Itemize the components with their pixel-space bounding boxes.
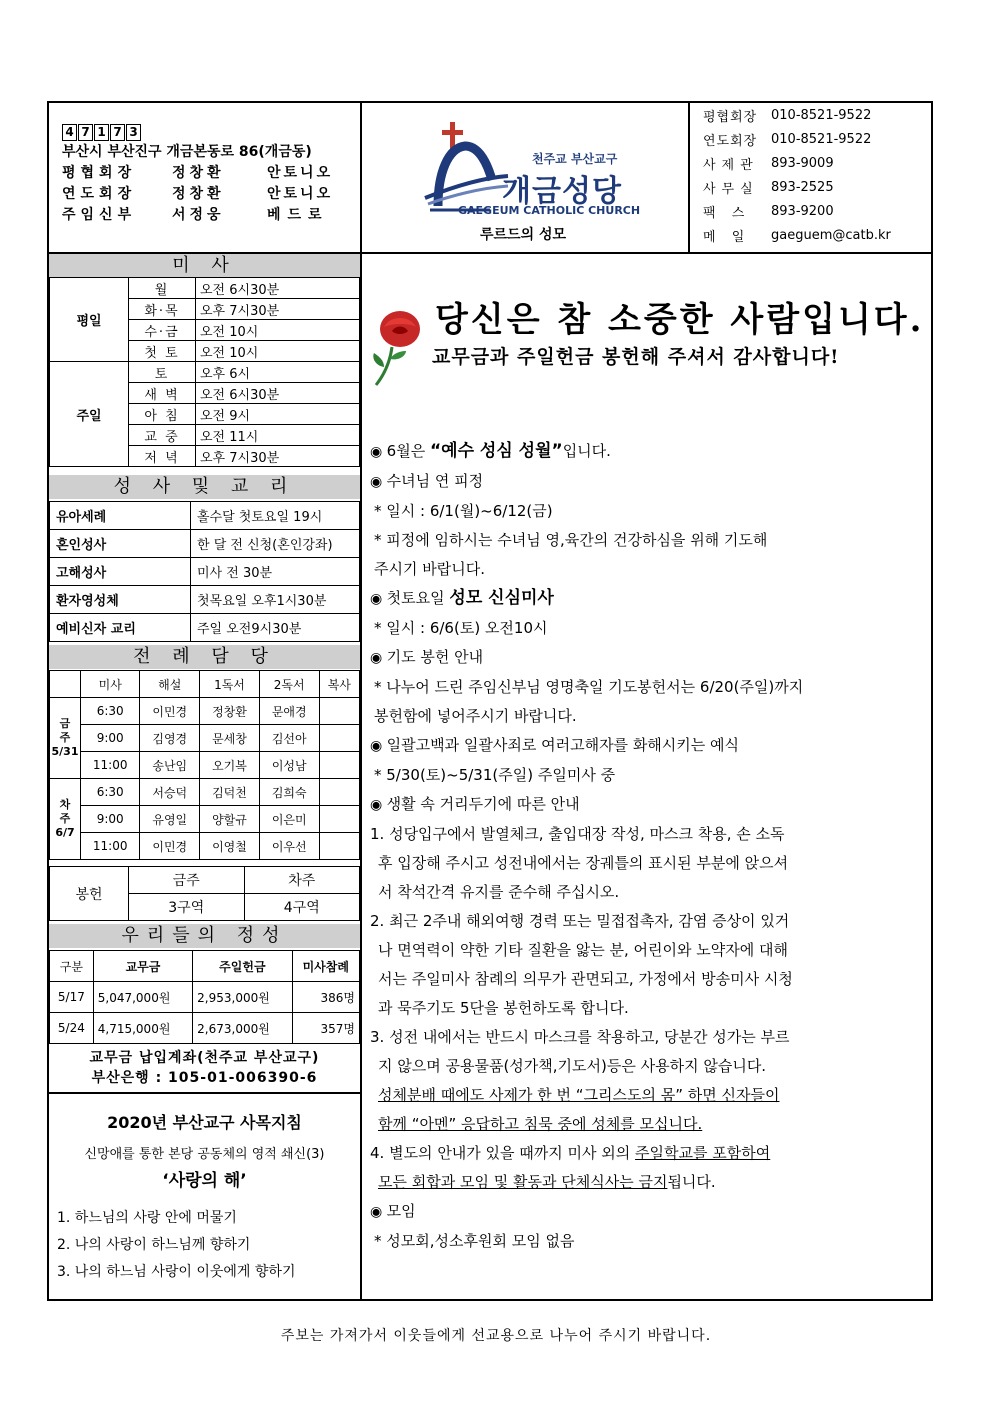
contact-label: 팩 스 xyxy=(703,205,751,221)
column-divider xyxy=(360,101,362,1301)
notice-detail: * 5/30(토)~5/31(주일) 주일미사 중 xyxy=(374,766,616,784)
attendance: 357명 xyxy=(292,1013,359,1044)
sacrament-name: 환자영성체 xyxy=(50,586,191,614)
mass-day: 저 녁 xyxy=(129,446,196,467)
table-row xyxy=(50,558,360,586)
notice-detail: 나 면역력이 약한 기타 질환을 앓는 분, 어린이와 노약자에 대해 xyxy=(378,941,788,959)
officer-baptism: 안토니오 xyxy=(267,186,334,202)
zip-digit: 4 xyxy=(62,124,77,141)
contact-row xyxy=(689,127,931,151)
officer-name: 정창환 xyxy=(172,165,225,181)
contact-value: 893-2525 xyxy=(771,179,834,195)
footer-note: 주보는 가져가서 이웃들에게 선교용으로 나누어 주시기 바랍니다. xyxy=(280,1328,712,1344)
officer-row xyxy=(62,205,352,226)
table-row xyxy=(50,752,360,779)
second-reader: 김선아 xyxy=(259,725,319,752)
contact-row xyxy=(689,151,931,175)
this-week-header: 금주 xyxy=(129,867,245,894)
mass-time: 오전 6시30분 xyxy=(196,278,360,299)
notice-detail: 지 않으며 공용물품(성가책,기도서)등은 사용하지 않습니다. xyxy=(378,1057,767,1075)
sacrament-name: 유아세례 xyxy=(50,502,191,530)
blank-cell xyxy=(50,671,81,698)
zip-digit: 3 xyxy=(126,124,141,141)
sunday-collection: 2,673,000원 xyxy=(193,1013,292,1044)
column-header: 복사 xyxy=(319,671,359,698)
column-header: 미사 xyxy=(81,671,140,698)
contact-row xyxy=(689,175,931,199)
notice-detail: 서 착석간격 유지를 준수해 주십시오. xyxy=(378,883,620,901)
pastoral-guideline xyxy=(49,1110,360,1286)
notice-item: ◉ 생활 속 거리두기에 따른 안내 xyxy=(370,790,926,820)
mass-day: 교 중 xyxy=(129,425,196,446)
guideline-subtitle: 신망애를 통한 본당 공동체의 영적 쇄신(3) xyxy=(84,1147,325,1162)
contact-label: 연도회장 xyxy=(703,133,758,149)
zip-digit: 7 xyxy=(78,124,93,141)
notice-text: 첫토요일 xyxy=(386,589,450,607)
patron-saint: 루르드의 성모 xyxy=(480,227,567,243)
sacrament-name: 예비신자 교리 xyxy=(50,614,191,642)
notice-underline: 주일학교를 포함하여 xyxy=(635,1144,771,1162)
contact-row xyxy=(689,103,931,127)
contact-value: 893-9009 xyxy=(771,155,834,171)
table-row xyxy=(50,698,360,725)
notice-detail: * 일시 : 6/1(월)~6/12(금) xyxy=(374,502,553,520)
table-row xyxy=(50,951,360,982)
notice-emphasis: 성모 신심미사 xyxy=(449,588,554,608)
altar-server xyxy=(319,806,359,833)
offering-table xyxy=(49,866,360,921)
mass-section-title: 미 사 xyxy=(49,254,360,278)
first-reader: 오기복 xyxy=(200,752,260,779)
mass-day: 월 xyxy=(129,278,196,299)
guideline-motto: ‘사랑의 해’ xyxy=(162,1171,247,1191)
mass-time: 11:00 xyxy=(81,833,140,860)
address: 부산시 부산진구 개금본동로 86(개금동) xyxy=(62,144,312,160)
officer-name: 서정웅 xyxy=(172,207,225,223)
church-emblem-icon xyxy=(420,118,510,218)
liturgy-section-title: 전 례 담 당 xyxy=(49,645,360,669)
mass-time: 9:00 xyxy=(81,806,140,833)
notice-detail xyxy=(370,1139,926,1168)
headline: 당신은 참 소중한 사람입니다. xyxy=(435,300,925,340)
liturgy-table xyxy=(49,670,360,860)
notice-detail: * 일시 : 6/6(토) 오전10시 xyxy=(374,619,548,637)
sacraments-section-title: 성 사 및 교 리 xyxy=(49,475,360,499)
table-row xyxy=(50,586,360,614)
tithe-amount: 5,047,000원 xyxy=(93,982,192,1013)
commentator: 서승덕 xyxy=(140,779,200,806)
sacrament-schedule: 한 달 전 신청(혼인강좌) xyxy=(191,530,360,558)
church-english-name: GAEGEUM CATHOLIC CHURCH xyxy=(458,204,641,217)
notice-text: 6월은 xyxy=(386,442,430,460)
donation-date: 5/24 xyxy=(50,1013,94,1044)
contact-row xyxy=(689,199,931,223)
zip-digit: 7 xyxy=(110,124,125,141)
notice-underline: 모든 회합과 모임 및 활동과 단체식사는 금지 xyxy=(378,1173,668,1191)
second-reader: 이성남 xyxy=(259,752,319,779)
church-name: 개금성당 xyxy=(502,174,622,209)
notice-detail: 3. 성전 내에서는 반드시 마스크를 착용하고, 당분간 성가는 부르 xyxy=(370,1028,790,1046)
contact-value: 010-8521-9522 xyxy=(771,131,872,147)
church-logo xyxy=(420,118,660,248)
weekday-label: 평일 xyxy=(50,278,129,362)
sacrament-name: 고해성사 xyxy=(50,558,191,586)
column-header: 해설 xyxy=(140,671,200,698)
mass-time: 오전 6시30분 xyxy=(196,383,360,404)
next-week-header: 차주 xyxy=(244,867,360,894)
officer-role: 연도회장 xyxy=(62,186,137,202)
sunday-collection: 2,953,000원 xyxy=(193,982,292,1013)
column-header: 1독서 xyxy=(200,671,260,698)
altar-server xyxy=(319,779,359,806)
notice-detail: 주시기 바랍니다. xyxy=(374,560,485,578)
officer-role: 평협회장 xyxy=(62,165,137,181)
table-row xyxy=(50,867,360,894)
first-reader: 정창환 xyxy=(200,698,260,725)
notice-detail: 서는 주일미사 참례의 의무가 관면되고, 가정에서 방송미사 시청 xyxy=(378,970,793,988)
contact-value[interactable]: gaeguem@catb.kr xyxy=(771,227,891,243)
mass-time: 오후 6시 xyxy=(196,362,360,383)
altar-server xyxy=(319,725,359,752)
contact-list xyxy=(689,103,931,247)
table-row xyxy=(50,530,360,558)
attendance: 386명 xyxy=(292,982,359,1013)
contact-value: 010-8521-9522 xyxy=(771,107,872,123)
guideline-title: 2020년 부산교구 사목지침 xyxy=(107,1113,302,1132)
sacrament-schedule: 홀수달 첫토요일 19시 xyxy=(191,502,360,530)
mass-time: 6:30 xyxy=(81,698,140,725)
column-header: 2독서 xyxy=(259,671,319,698)
account-number: 부산은행 : 105-01-006390-6 xyxy=(91,1070,318,1086)
guideline-list xyxy=(49,1205,360,1286)
diocese-name: 천주교 부산교구 xyxy=(532,152,618,166)
contact-label: 사제관 xyxy=(703,157,759,173)
table-row xyxy=(50,982,360,1013)
zip-code xyxy=(62,124,352,141)
mass-day: 새 벽 xyxy=(129,383,196,404)
account-title: 교무금 납입계좌(천주교 부산교구) xyxy=(89,1050,320,1066)
altar-server xyxy=(319,752,359,779)
table-row xyxy=(50,725,360,752)
notice-item xyxy=(370,437,926,467)
commentator: 이민경 xyxy=(140,698,200,725)
mass-day: 첫 토 xyxy=(129,341,196,362)
notice-detail xyxy=(370,1168,926,1197)
notice-emphasis: “예수 성심 성월” xyxy=(429,441,563,461)
donations-section-title: 우리들의 정성 xyxy=(49,924,360,948)
notice-detail: * 나누어 드린 주임신부님 영명축일 기도봉헌서는 6/20(주일)까지 xyxy=(374,678,804,696)
mass-time: 오전 10시 xyxy=(196,341,360,362)
officer-baptism: 베드로 xyxy=(267,207,329,223)
mass-day: 토 xyxy=(129,362,196,383)
officer-role: 주임신부 xyxy=(62,207,137,223)
mass-time: 오후 7시30분 xyxy=(196,446,360,467)
commentator: 송난임 xyxy=(140,752,200,779)
second-reader: 이은미 xyxy=(259,806,319,833)
first-reader: 양할규 xyxy=(200,806,260,833)
notice-detail: * 피정에 임하시는 수녀님 영,육간의 건강하심을 위해 기도해 xyxy=(374,531,768,549)
this-week-district: 3구역 xyxy=(129,894,245,921)
notice-text: 됩니다. xyxy=(667,1173,716,1191)
table-row xyxy=(50,1013,360,1044)
commentator: 김영경 xyxy=(140,725,200,752)
next-week-district: 4구역 xyxy=(244,894,360,921)
rose-icon xyxy=(370,307,428,387)
mass-time: 11:00 xyxy=(81,752,140,779)
table-row xyxy=(50,671,360,698)
mass-time: 오전 9시 xyxy=(196,404,360,425)
officer-row xyxy=(62,184,352,205)
notice-detail: 성체분배 때에도 사제가 한 번 “그리스도의 몸” 하면 신자들이 xyxy=(378,1086,780,1104)
table-row xyxy=(50,806,360,833)
sacrament-name: 혼인성사 xyxy=(50,530,191,558)
notice-list xyxy=(370,437,926,1256)
notice-text: 입니다. xyxy=(562,442,611,460)
mass-time: 9:00 xyxy=(81,725,140,752)
officer-row xyxy=(62,163,352,184)
contact-value: 893-9200 xyxy=(771,203,834,219)
mass-day: 아 침 xyxy=(129,404,196,425)
notice-detail: 후 입장해 주시고 성전내에서는 장궤틀의 표시된 부분에 앉으셔 xyxy=(378,854,789,872)
mass-time: 오전 11시 xyxy=(196,425,360,446)
notice-item: ◉ 일괄고백과 일괄사죄로 여러고해자를 화해시키는 예식 xyxy=(370,731,926,761)
parish-info xyxy=(62,124,352,226)
first-reader: 이영철 xyxy=(200,833,260,860)
column-header: 주일헌금 xyxy=(193,951,292,982)
table-row xyxy=(50,362,360,383)
column-header: 미사참례 xyxy=(292,951,359,982)
notice-detail: 함께 “아멘” 응답하고 침묵 중에 성체를 모십니다. xyxy=(378,1115,703,1133)
notice-detail: 과 묵주기도 5단을 봉헌하도록 합니다. xyxy=(378,999,629,1017)
table-row xyxy=(50,614,360,642)
donations-table xyxy=(49,950,360,1044)
officer-name: 정창환 xyxy=(172,186,225,202)
zip-digit: 1 xyxy=(94,124,109,141)
first-reader: 문세창 xyxy=(200,725,260,752)
column-header: 구분 xyxy=(50,951,94,982)
commentator: 이민경 xyxy=(140,833,200,860)
notice-item xyxy=(370,584,926,614)
notice-detail: 봉헌함에 넣어주시기 바랍니다. xyxy=(374,707,577,725)
notice-detail: 2. 최근 2주내 해외여행 경력 또는 밀접접촉자, 감염 증상이 있거 xyxy=(370,912,790,930)
mass-day: 수·금 xyxy=(129,320,196,341)
notice-item: ◉ 모임 xyxy=(370,1197,926,1227)
week-label: 금 주 5/31 xyxy=(50,698,81,779)
altar-server xyxy=(319,698,359,725)
list-item: 3. 나의 하느님 사랑이 이웃에게 향하기 xyxy=(57,1264,296,1280)
offering-label: 봉헌 xyxy=(50,867,129,921)
notice-item: ◉ 기도 봉헌 안내 xyxy=(370,643,926,673)
guide-divider xyxy=(47,1092,361,1094)
notice-detail: * 성모회,성소후원회 모임 없음 xyxy=(374,1232,575,1250)
contact-label: 사무실 xyxy=(703,181,759,197)
sacraments-table xyxy=(49,501,360,642)
second-reader: 문애경 xyxy=(259,698,319,725)
notice-item: ◉ 수녀님 연 피정 xyxy=(370,467,926,497)
mass-day: 화·목 xyxy=(129,299,196,320)
table-row xyxy=(50,833,360,860)
table-row xyxy=(50,278,360,299)
second-reader: 이우선 xyxy=(259,833,319,860)
sacrament-schedule: 첫목요일 오후1시30분 xyxy=(191,586,360,614)
column-header: 교무금 xyxy=(93,951,192,982)
sacrament-schedule: 주일 오전9시30분 xyxy=(191,614,360,642)
tithe-amount: 4,715,000원 xyxy=(93,1013,192,1044)
subheadline: 교무금과 주일헌금 봉헌해 주셔서 감사합니다! xyxy=(432,346,840,368)
contact-label: 평협회장 xyxy=(703,109,758,125)
altar-server xyxy=(319,833,359,860)
mass-schedule-table xyxy=(49,277,360,467)
sacrament-schedule: 미사 전 30분 xyxy=(191,558,360,586)
donation-date: 5/17 xyxy=(50,982,94,1013)
mass-time: 오전 10시 xyxy=(196,320,360,341)
contact-label: 메 일 xyxy=(703,229,751,245)
week-label: 차 주 6/7 xyxy=(50,779,81,860)
notice-text: 4. 별도의 안내가 있을 때까지 미사 외의 xyxy=(370,1144,636,1162)
commentator: 유영일 xyxy=(140,806,200,833)
sunday-label: 주일 xyxy=(50,362,129,467)
mass-time: 오후 7시30분 xyxy=(196,299,360,320)
list-item: 2. 나의 사랑이 하느님께 향하기 xyxy=(57,1237,251,1253)
table-row xyxy=(50,502,360,530)
first-reader: 김덕천 xyxy=(200,779,260,806)
notice-detail: 1. 성당입구에서 발열체크, 출입대장 작성, 마스크 착용, 손 소독 xyxy=(370,825,785,843)
second-reader: 김희숙 xyxy=(259,779,319,806)
officer-baptism: 안토니오 xyxy=(267,165,334,181)
mass-time: 6:30 xyxy=(81,779,140,806)
contact-row xyxy=(689,223,931,247)
account-info xyxy=(49,1048,360,1088)
table-row xyxy=(50,779,360,806)
list-item: 1. 하느님의 사랑 안에 머물기 xyxy=(57,1210,237,1226)
